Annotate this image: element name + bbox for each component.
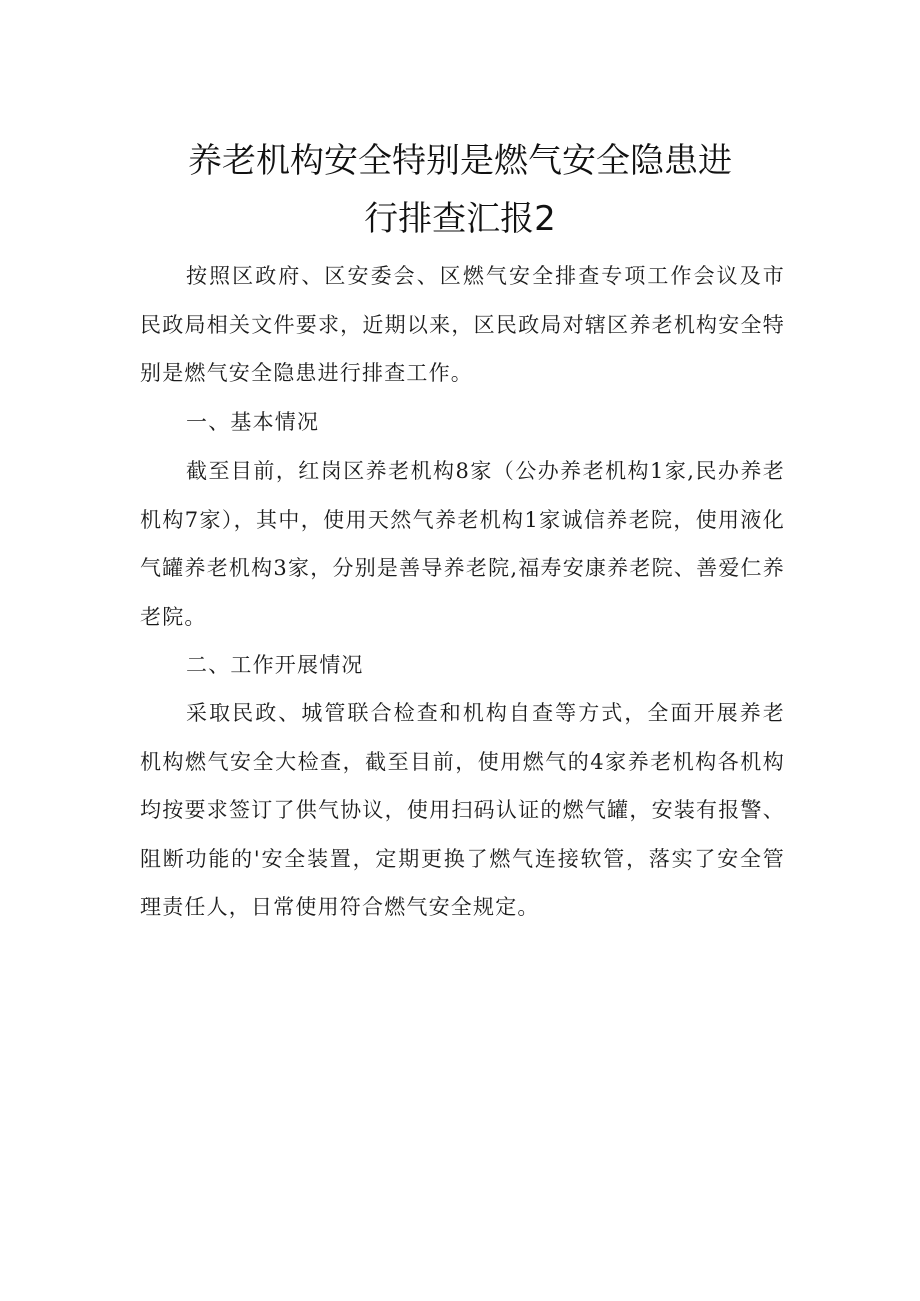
section-heading-basic-situation: 一、基本情况 <box>186 410 320 434</box>
document-title-line-1: 养老机构安全特别是燃气安全隐患进 <box>188 141 732 181</box>
document-title-line-2: 行排查汇报2 <box>364 199 556 239</box>
section-heading-work-progress: 二、工作开展情况 <box>186 653 364 677</box>
section-body-work-progress: 采取民政、城管联合检查和机构自查等方式，全面开展养老机构燃气安全大检查，截至目前，使用燃气的4家养老机构各机构均按要求签订了供气协议，使用扫码认证的燃气罐，安装有报警、阻断功能的'安全装置，定期更换了燃气连接软管，落实了安全管理责任人，日常使用符合燃气安全规定。 <box>140 701 785 919</box>
section-body-basic-situation: 截至目前，红岗区养老机构8家（公办养老机构1家,民办养老机构7家），其中，使用天然气养老机构1家诚信养老院，使用液化气罐养老机构3家，分别是善导养老院,福寿安康养老院、善爱仁养老院。 <box>140 459 785 629</box>
intro-paragraph: 按照区政府、区安委会、区燃气安全排查专项工作会议及市民政局相关文件要求，近期以来，区民政局对辖区养老机构安全特别是燃气安全隐患进行排查工作。 <box>140 264 785 385</box>
